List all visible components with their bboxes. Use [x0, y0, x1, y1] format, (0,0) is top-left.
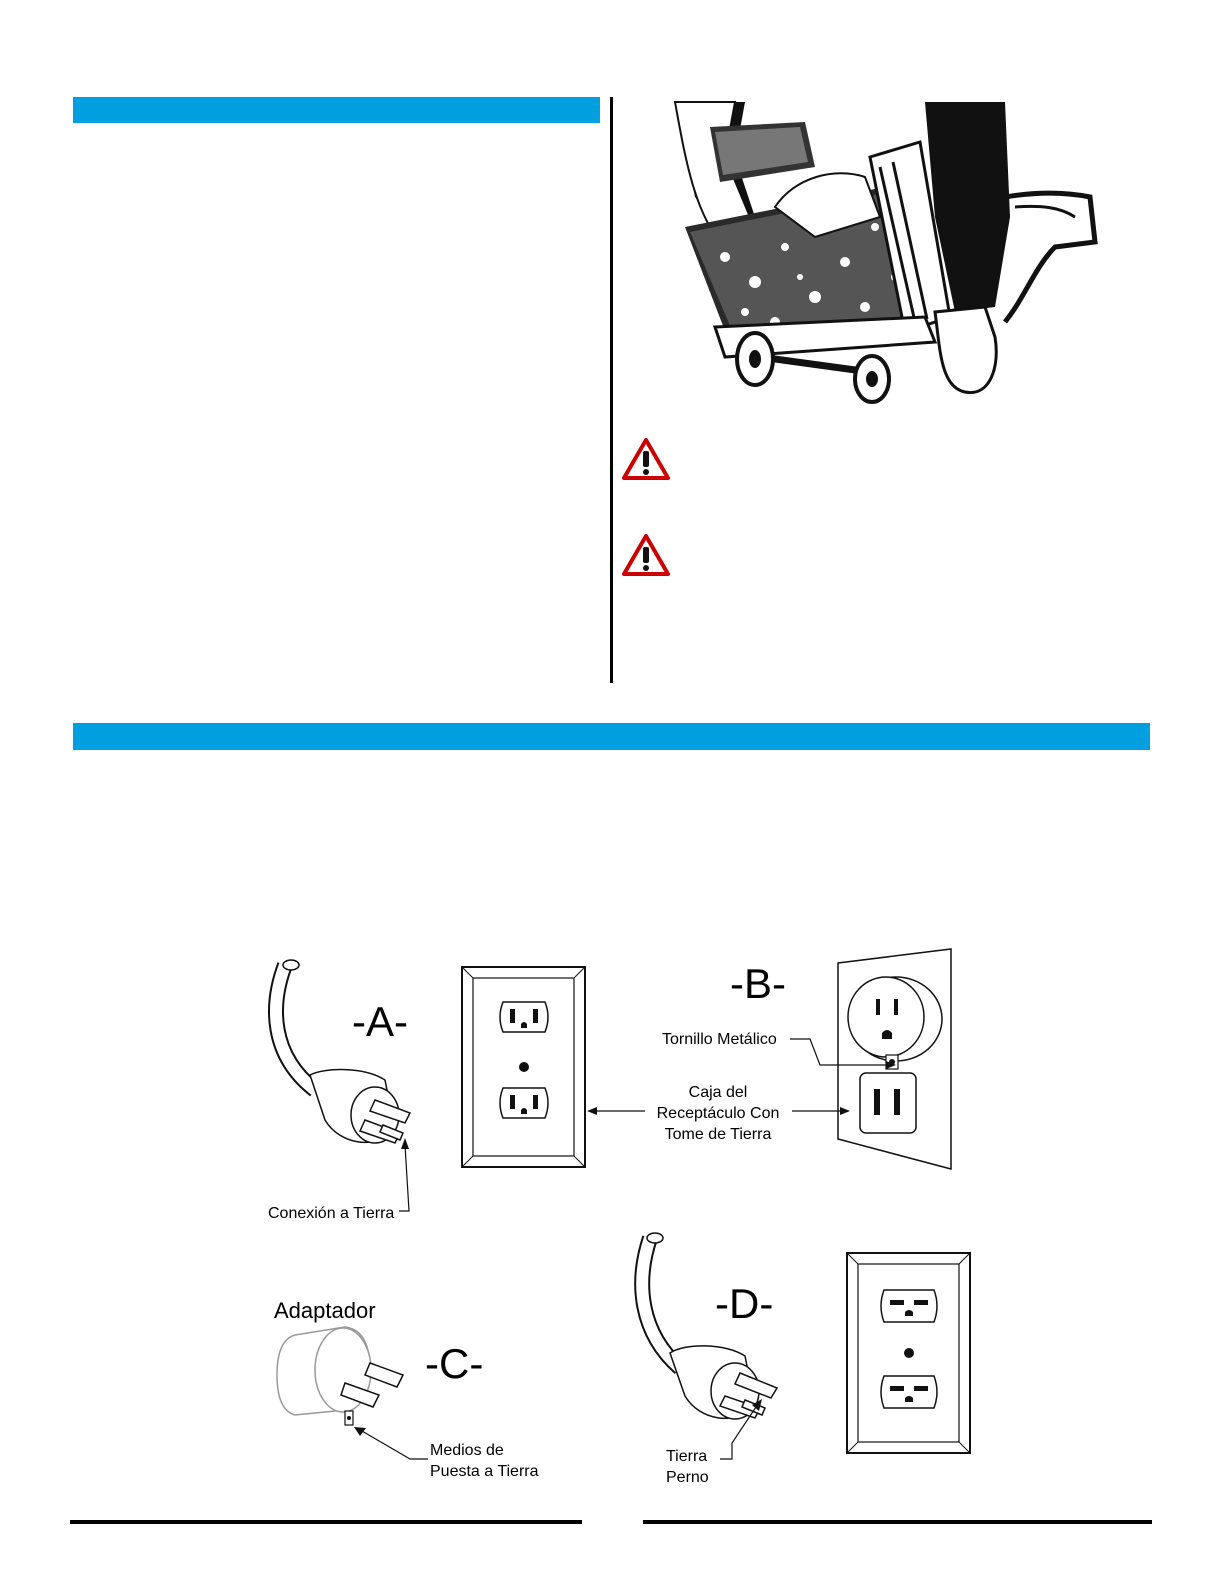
- figure-b-box-arrow-left: [587, 1105, 647, 1117]
- figure-a-callout-line: [395, 1135, 435, 1215]
- figure-b-tag: -B-: [730, 960, 786, 1007]
- figure-a-tag: -A-: [352, 998, 408, 1045]
- figure-b-box-label-2: Receptáculo Con: [656, 1105, 780, 1122]
- figure-b-box-label-1: Caja del: [688, 1084, 748, 1101]
- figure-c-callout-line: [352, 1425, 432, 1465]
- figure-b-screw-callout-line: [790, 1035, 900, 1075]
- figure-d-callout-1: Tierra: [666, 1448, 708, 1465]
- figure-c-title: Adaptador: [274, 1298, 376, 1323]
- figure-b-screw-label: Tornillo Metálico: [662, 1031, 777, 1048]
- duplex-receptacle-a: [461, 966, 586, 1168]
- figure-c-callout-1: Medios de: [430, 1442, 504, 1459]
- figure-b-box-arrow-right: [790, 1105, 850, 1117]
- footer-rule-right: [643, 1520, 1152, 1524]
- figure-b-box-label-3: Tome de Tierra: [664, 1126, 772, 1143]
- figure-d-callout-2: Perno: [666, 1469, 709, 1486]
- hand-truck-lifting-illustration: [665, 97, 1105, 407]
- figure-c-tag: -C-: [425, 1340, 484, 1387]
- section-header-bar-top: [73, 97, 600, 123]
- figure-a-callout: Conexión a Tierra: [268, 1205, 395, 1222]
- section-header-bar-middle: [73, 723, 1150, 750]
- figure-d-tag: -D-: [715, 1280, 774, 1327]
- footer-rule-left: [70, 1520, 582, 1524]
- grounded-plug-illustration: [255, 955, 425, 1165]
- figure-d-callout-line: [712, 1395, 772, 1465]
- warning-icon-2: [622, 534, 670, 576]
- warning-icon-1: [622, 438, 670, 480]
- column-divider: [610, 97, 613, 683]
- duplex-receptacle-d: [846, 1252, 971, 1454]
- figure-c-callout-2: Puesta a Tierra: [430, 1463, 539, 1480]
